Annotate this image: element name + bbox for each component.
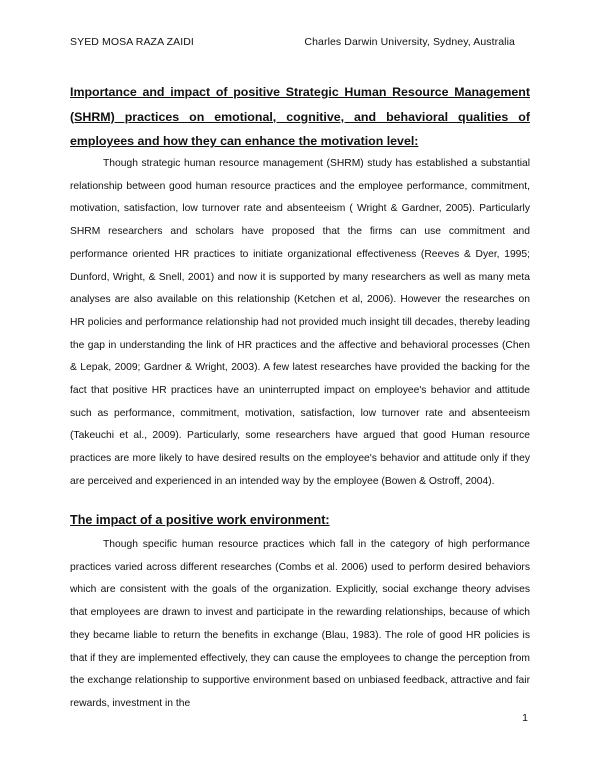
author-name: SYED MOSA RAZA ZAIDI xyxy=(70,36,194,48)
document-title: Importance and impact of positive Strategic Human Resource Management (SHRM) practices on emotional, cognitive, and behavioral qualities of employees and how they can enhance the motivation level: xyxy=(70,85,530,148)
body-paragraph-1: Though strategic human resource management (SHRM) study has established a substantial relationship between good human resource practices and the employee performance, commitment, motivation, satisfaction, low turnover rate and absenteeism ( Wright & Gardner, 2005). Particularly SHRM researchers and scholars have proposed that the firms can use commitment and performance oriented HR practices to initiate organizational effectiveness (Reeves & Dyer, 1995; Dunford, Wright, & Snell, 2001) and now it is supported by many researchers as well as many meta analyses are also available on this relationship (Ketchen et al, 2006). However the researches on HR policies and performance relationship had not provided much insight till decades, thereby leading the gap in understanding the link of HR practices and the affective and behavioral processes (Chen & Lepak, 2009; Gardner & Wright, 2003). A few latest researches have provided the backing for the fact that positive HR practices have an uninterrupted impact on employee's behavior and attitude such as performance, commitment, motivation, satisfaction, low turnover rate and absenteeism (Takeuchi et al., 2009). Particularly, some researchers have argued that good Human resource practices are more likely to have desired results on the employee's behavior and attitude only if they are perceived and experienced in an intended way by the employee (Bowen & Ostroff, 2004). xyxy=(70,158,530,487)
section-heading: The impact of a positive work environment: xyxy=(70,513,330,527)
body-paragraph-2: Though specific human resource practices which fall in the category of high performance practices varied across different researches (Combs et al. 2006) used to perform desired behaviors which are consistent with the goals of the organization. Explicitly, social exchange theory advises that employees are drawn to invest and participate in the rewarding relationships, because of which they became liable to return the benefits in exchange (Blau, 1983). The role of good HR policies is that if they are implemented effectively, they can cause the employees to change the perception from the exchange relationship to supportive environment based on unbiased feedback, attractive and fair rewards, investment in the xyxy=(70,539,530,709)
affiliation: Charles Darwin University, Sydney, Australia xyxy=(304,36,515,48)
page-number: 1 xyxy=(522,712,528,724)
page-header xyxy=(70,36,515,48)
